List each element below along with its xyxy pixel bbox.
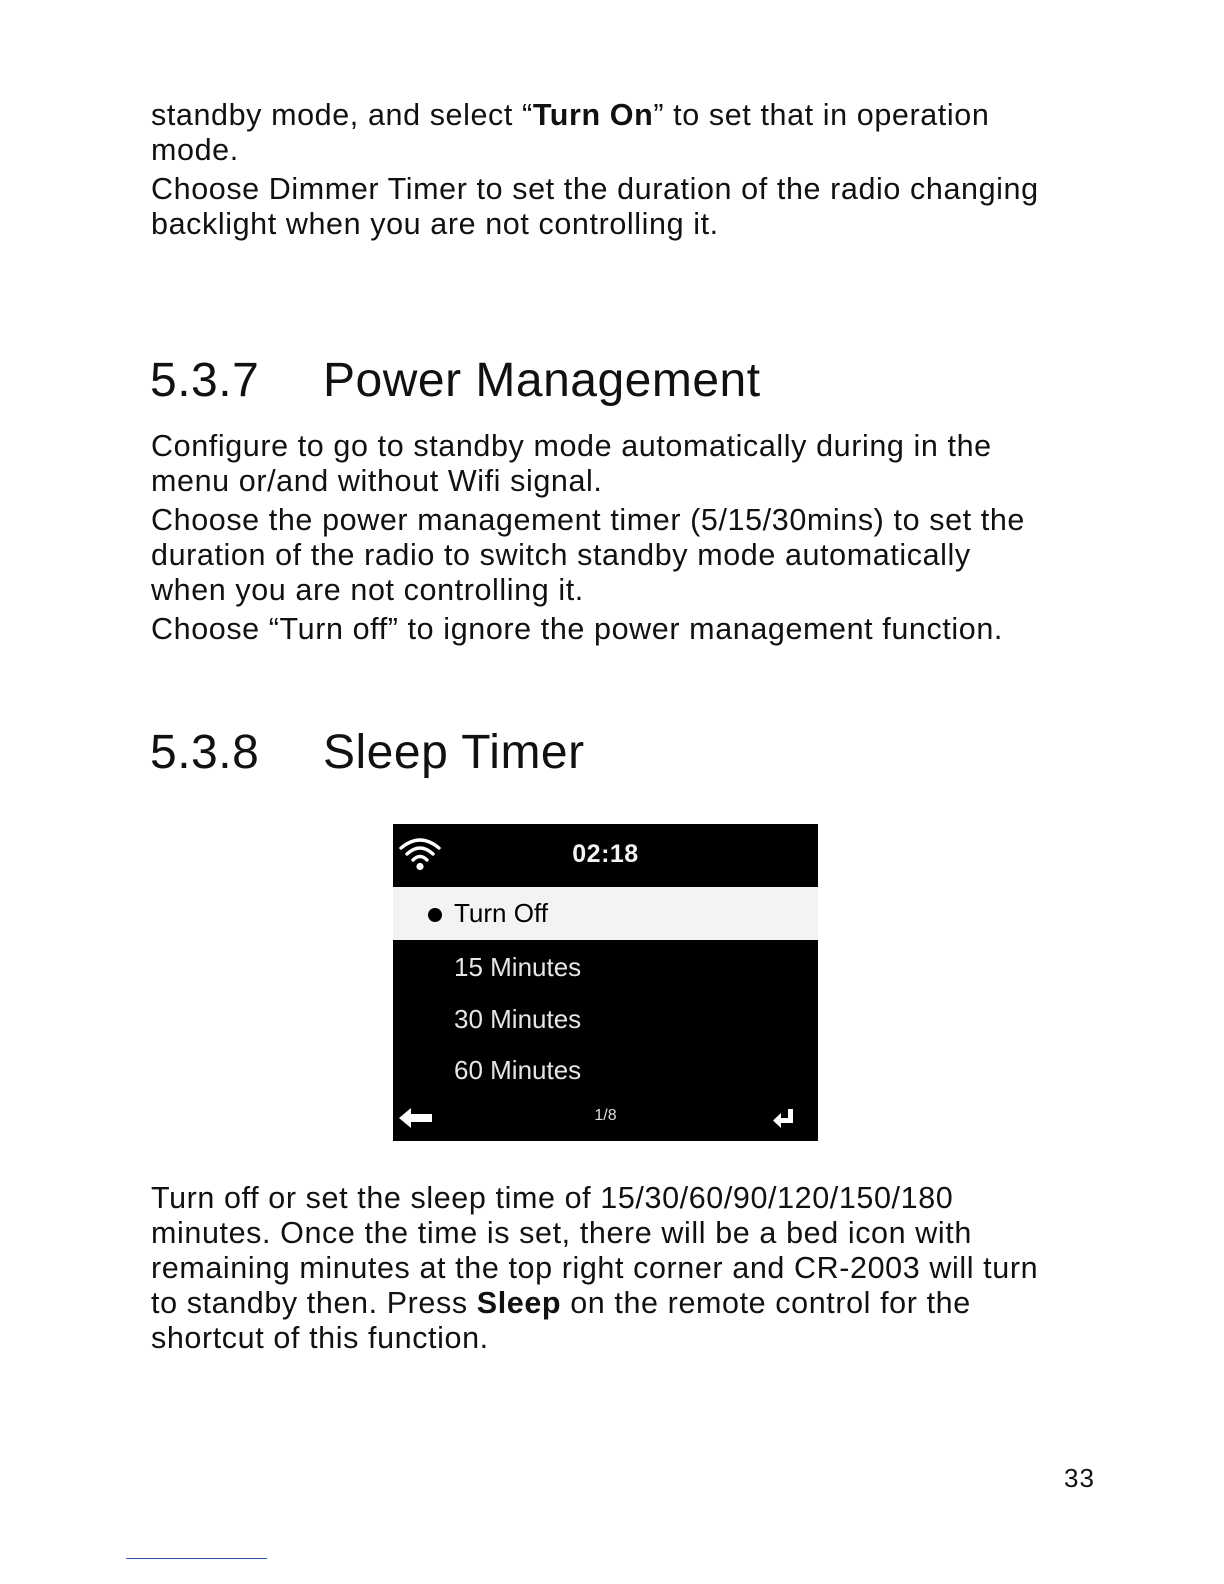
intro-line-1: standby mode, and select “Turn On” to set that in operation (151, 98, 990, 132)
heading-number: 5.3.8 (150, 726, 260, 779)
heading-title: Sleep Timer (323, 726, 585, 779)
pm-line: Configure to go to standby mode automatically during in the (151, 429, 992, 463)
heading-number: 5.3.7 (150, 354, 260, 407)
sleep-bold: Sleep (476, 1286, 562, 1320)
st-line: remaining minutes at the top right corner and CR-2003 will turn (151, 1251, 1039, 1285)
footer-rule (126, 1558, 267, 1559)
pm-line: duration of the radio to switch standby mode automatically (151, 538, 971, 572)
turn-on-bold: Turn On (532, 98, 654, 132)
menu-item[interactable]: 60 Minutes (454, 1055, 582, 1085)
st-line: shortcut of this function. (151, 1321, 489, 1355)
power-management-paragraph (151, 429, 1111, 647)
menu-item-label: Turn Off (454, 898, 548, 928)
radio-screen (393, 824, 818, 1141)
menu-item-selected[interactable] (393, 887, 818, 940)
status-bar (393, 824, 818, 886)
clock: 02:18 (572, 840, 639, 868)
intro-line-3: Choose Dimmer Timer to set the duration of the radio changing (151, 172, 1039, 206)
enter-icon[interactable] (773, 1108, 795, 1128)
pm-line: Choose “Turn off” to ignore the power management function. (151, 612, 1003, 646)
pm-line: when you are not controlling it. (151, 573, 584, 607)
intro-paragraph (151, 98, 1111, 242)
sleep-timer-paragraph (151, 1181, 1111, 1356)
pm-line: Choose the power management timer (5/15/30mins) to set the (151, 503, 1025, 537)
selected-dot-icon (428, 908, 442, 922)
st-line: minutes. Once the time is set, there will be a bed icon with (151, 1216, 972, 1250)
heading-power-management (150, 353, 761, 409)
menu-item[interactable]: 15 Minutes (454, 952, 582, 982)
intro-line-2: mode. (151, 133, 239, 167)
st-line: Turn off or set the sleep time of 15/30/60/90/120/150/180 (151, 1181, 954, 1215)
menu-item[interactable]: 30 Minutes (454, 1004, 582, 1034)
intro-line-4: backlight when you are not controlling it. (151, 207, 719, 241)
st-line: to standby then. Press Sleep on the remote control for the (151, 1286, 971, 1320)
page-indicator: 1/8 (594, 1107, 617, 1124)
page-number: 33 (1064, 1463, 1095, 1493)
heading-sleep-timer (150, 725, 585, 781)
pm-line: menu or/and without Wifi signal. (151, 464, 603, 498)
heading-title: Power Management (323, 354, 761, 407)
